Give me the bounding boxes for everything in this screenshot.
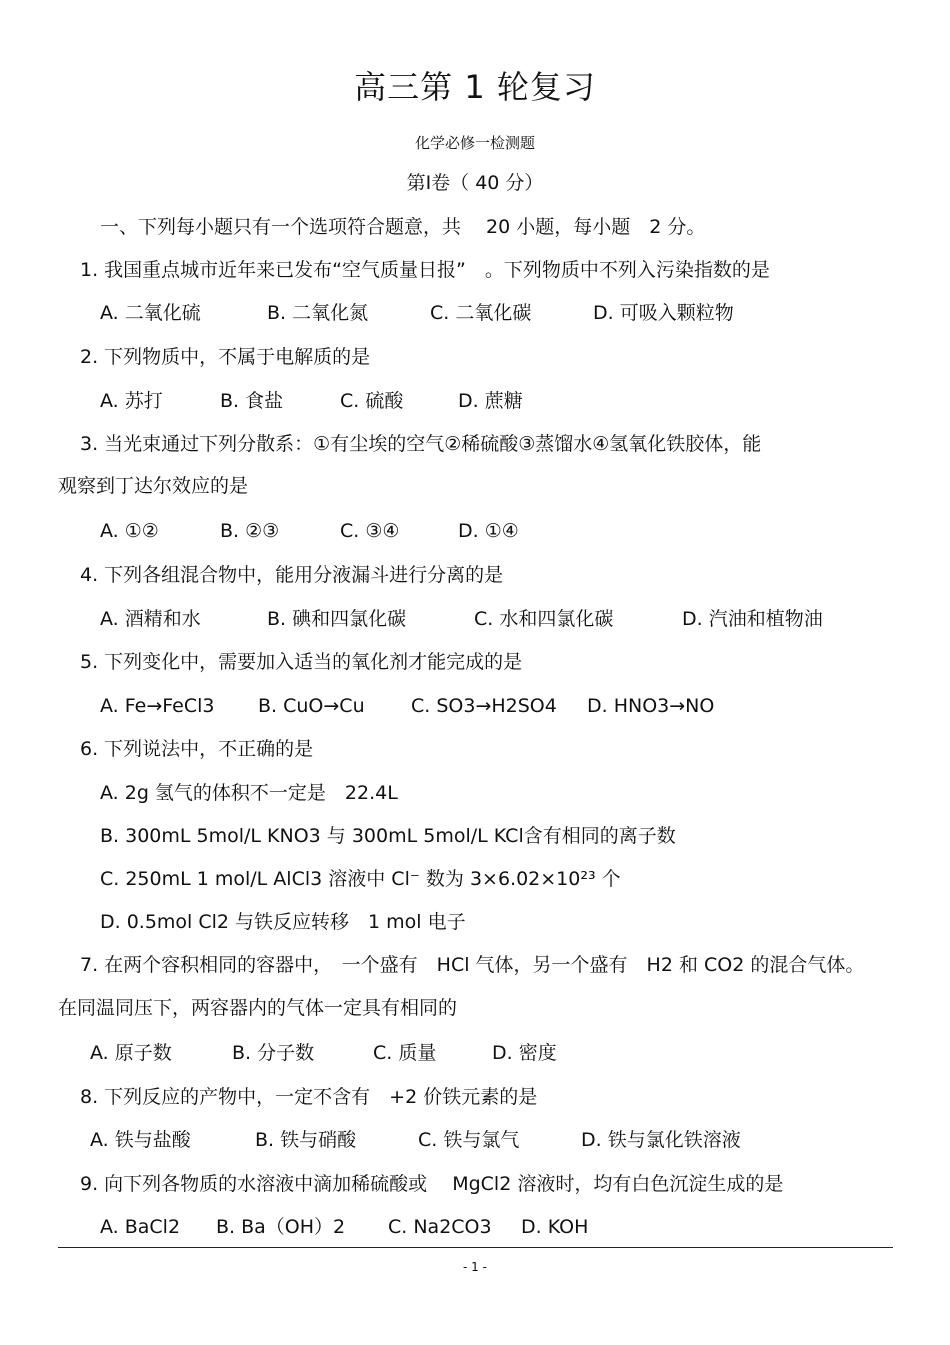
option: C. Na2CO3 [388,1216,492,1238]
option: A. 原子数 [90,1042,172,1064]
option: D. HNO3→NO [587,695,715,717]
question-stem: 7. 在两个容积相同的容器中， 一个盛有 HCl 气体，另一个盛有 H2 和 CO2 的混合气体。 [80,954,865,976]
option: D. 铁与氯化铁溶液 [581,1129,741,1151]
option: C. 铁与氯气 [418,1129,520,1151]
option: D. KOH [521,1216,589,1238]
question-stem: 4. 下列各组混合物中，能用分液漏斗进行分离的是 [80,564,504,586]
option: D. 0.5mol Cl2 与铁反应转移 1 mol 电子 [100,911,466,933]
instruction: 一、下列每小题只有一个选项符合题意，共 20 小题，每小题 2 分。 [100,216,706,238]
question-stem: 5. 下列变化中，需要加入适当的氧化剂才能完成的是 [80,651,523,673]
option: B. 分子数 [232,1042,315,1064]
option: C. 硫酸 [340,390,404,412]
footer-divider [58,1247,893,1248]
option: D. 密度 [492,1042,557,1064]
option: D. ①④ [458,520,519,542]
question-stem-continued: 在同温同压下，两容器内的气体一定具有相同的 [58,997,458,1019]
subtitle: 化学必修一检测题 [414,134,535,152]
question-stem: 8. 下列反应的产物中，一定不含有 +2 价铁元素的是 [80,1086,538,1108]
option: A. 2g 氢气的体积不一定是 22.4L [100,782,398,804]
question-stem: 9. 向下列各物质的水溶液中滴加稀硫酸或 MgCl2 溶液时，均有白色沉淀生成的是 [80,1173,784,1195]
option: C. 250mL 1 mol/L AlCl3 溶液中 Cl⁻ 数为 3×6.02×10²³ 个 [100,868,621,890]
question-stem: 2. 下列物质中，不属于电解质的是 [80,346,371,368]
option: D. 蔗糖 [458,390,523,412]
option: C. 水和四氯化碳 [474,608,614,630]
option: A. BaCl2 [100,1216,181,1238]
option: B. 铁与硝酸 [255,1129,357,1151]
option: B. 碘和四氯化碳 [267,608,407,630]
option: A. 苏打 [100,390,163,412]
question-stem: 3. 当光束通过下列分散系：①有尘埃的空气②稀硫酸③蒸馏水④氢氧化铁胶体，能 [80,433,762,455]
option: B. ②③ [220,520,280,542]
option: B. 二氧化氮 [267,302,369,324]
option: D. 汽油和植物油 [682,608,823,630]
option: B. 食盐 [220,390,284,412]
option: C. 质量 [373,1042,437,1064]
option: A. 二氧化硫 [100,302,201,324]
page-number: - 1 - [463,1260,487,1274]
option: B. CuO→Cu [258,695,365,717]
option: A. ①② [100,520,159,542]
option: C. SO3→H2SO4 [411,695,557,717]
option: B. 300mL 5mol/L KNO3 与 300mL 5mol/L KCl含有相同的离子数 [100,825,676,847]
option: C. ③④ [340,520,400,542]
option: A. 酒精和水 [100,608,201,630]
option: B. Ba（OH）2 [216,1216,346,1238]
question-stem: 6. 下列说法中，不正确的是 [80,738,314,760]
option: D. 可吸入颗粒物 [593,302,734,324]
question-stem: 1. 我国重点城市近年来已发布“空气质量日报” 。下列物质中不列入污染指数的是 [80,259,770,281]
option: C. 二氧化碳 [430,302,532,324]
option: A. 铁与盐酸 [90,1129,191,1151]
option: A. Fe→FeCl3 [100,695,215,717]
question-stem-continued: 观察到丁达尔效应的是 [58,475,249,497]
page-title: 高三第 1 轮复习 [354,68,596,106]
section-heading: 第Ⅰ卷（ 40 分） [406,172,544,194]
